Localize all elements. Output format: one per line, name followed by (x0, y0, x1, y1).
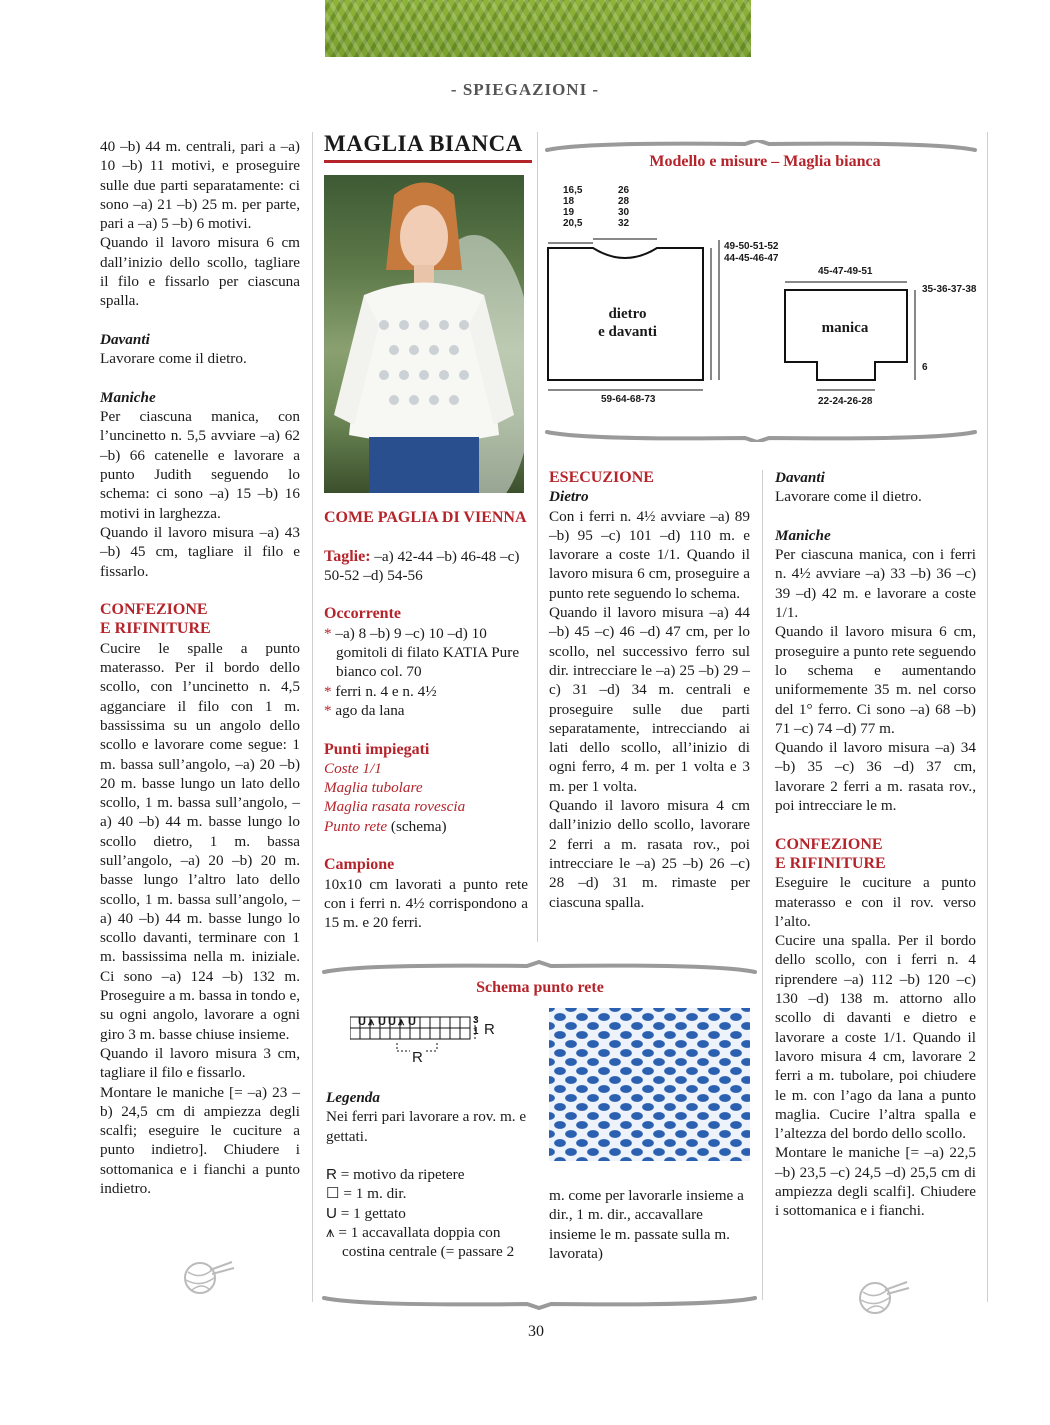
legend-continuation: m. come per lavorarle insieme a dir., 1 m. dir., accavallare insieme le m. passate sulla m. lavorata) (549, 1187, 744, 1262)
chart-symbol: ⩚ (368, 1016, 375, 1028)
spacer (324, 585, 528, 604)
neck-value: 28 (618, 196, 630, 207)
diagram-title: Modello e misure – Maglia bianca (649, 153, 881, 170)
material-item (324, 682, 528, 701)
legend-item (326, 1184, 531, 1203)
column-divider (762, 470, 763, 1300)
paragraph: Per ciascuna manica, con i ferri n. 4½ avviare –a) 33 –b) 36 –c) 39 –d) 42 m. e lavorare a coste 1/1. (775, 546, 976, 622)
spacer (100, 581, 300, 600)
section-heading: CONFEZIONE (775, 835, 883, 853)
paragraph: Quando il lavoro misura 4 cm dall’inizio dello scollo, lavorare 2 ferri a m. rasata rov., poi intrecciare le –a) 25 –b) 26 –c) 28 –d) 31 m. rimaste per ciascuna spalla. (549, 797, 750, 911)
legend-text: = 1 m. dir. (339, 1185, 407, 1203)
chart-symbol: ⩚ (398, 1016, 405, 1028)
subheading: Davanti (775, 469, 825, 486)
stitch-name: Coste 1/1 (324, 759, 382, 777)
row-number: 1 (473, 1026, 479, 1037)
section-heading: ESECUZIONE (549, 469, 654, 486)
section-heading: CONFEZIONE (100, 601, 208, 619)
section-heading: COME PAGLIA DI VIENNA (324, 509, 527, 526)
paragraph: Per ciascuna manica, con l’uncinetto n. 5,5 avviare –a) 62 –b) 66 catenelle e lavorare a punto Judith seguendo lo schema: ci sono –a) 15 –b) 16 motivi in larghezza. (100, 408, 300, 522)
paragraph: Montare le maniche [= –a) 22,5 –b) 23,5 –c) 24,5 –d) 25,5 cm di ampiezza degli scalfi]. Chiudere i sottomanica e i fianchi. (775, 1144, 976, 1220)
legend-title: Legenda (326, 1089, 380, 1106)
chart-symbol: U (388, 1016, 396, 1028)
spacer (775, 507, 976, 526)
sleeve-height-label: 35-36-37-38 (922, 284, 977, 295)
section-heading: E RIFINITURE (100, 620, 211, 638)
material-item (324, 624, 528, 682)
sleeve-bottom-label: 22-24-26-28 (818, 396, 873, 407)
subheading: Maniche (775, 526, 831, 544)
paragraph: 10x10 cm lavorati a punto rete con i ferri n. 4½ corrispondono a 15 m. e 20 ferri. (324, 875, 528, 932)
body-width-label: 59-64-68-73 (601, 394, 656, 405)
spacer (324, 527, 528, 546)
section-heading: Occorrente (324, 605, 401, 623)
neck-value: 18 (563, 196, 575, 207)
repeat-marker-horizontal: R (412, 1049, 423, 1066)
subheading: Maniche (100, 388, 156, 406)
column-divider (312, 132, 313, 1302)
text-column-4 (775, 468, 976, 1221)
text-column-3 (549, 468, 750, 912)
legend-list (326, 1165, 531, 1261)
chart-symbol: U (378, 1016, 386, 1028)
sleeve-top-label: 45-47-49-51 (818, 266, 873, 277)
page-number: 30 (528, 1323, 544, 1340)
material-text: –a) 8 –b) 9 –c) 10 –d) 10 gomitoli di filato KATIA Pure bianco col. 70 (335, 624, 520, 681)
spacer (775, 815, 976, 834)
legend-item (326, 1165, 531, 1184)
repeat-marker-vertical: R (484, 1021, 495, 1038)
material-text: ferri n. 4 e n. 4½ (335, 682, 437, 700)
paragraph: Montare le maniche [= –a) 23 –b) 24,5 cm di ampiezza degli scalfi; eseguire le cuciture a punto indietro]. Chiudere i sottomanica e i fianchi a punto indietro. (100, 1083, 300, 1198)
body-label-line: dietro (608, 306, 647, 322)
cuff-height-label: 6 (922, 362, 928, 373)
neck-value: 32 (618, 218, 630, 229)
info-column (324, 508, 528, 933)
sleeve-piece-label: manica (821, 320, 869, 336)
legend-symbol: ⩚ (326, 1224, 335, 1242)
paragraph: Cucire una spalla. Per il bordo dello scollo, con i ferri n. 4 riprendere –a) 112 –b) 120 –c) 130 –d) 138 m. attorno allo scollo di davanti e dietro e lavorare a coste 1/1. Quando il lavoro misura 4 cm, lavorare 2 ferri a m. tubolare, poi chiudere le m. con l’ago da lana a punto maglia. Cucire l’altra spalla e l’altezza del bordo dello scollo. (775, 932, 976, 1143)
spacer (324, 720, 528, 739)
knit-texture-band (325, 0, 751, 57)
yarn-ball-icon (180, 1258, 235, 1298)
legend-symbol: R (326, 1166, 337, 1184)
body-height-label (724, 241, 778, 265)
chart-row-numbers (473, 1015, 479, 1037)
legend-intro: Nei ferri pari lavorare a rov. m. e gettati. (326, 1108, 527, 1145)
sizes-values: –a) 42-44 –b) 46-48 –c) 50-52 –d) 54-56 (324, 547, 520, 584)
schema-title: Schema punto rete (476, 979, 604, 996)
column-divider (537, 132, 538, 942)
material-text: ago da lana (335, 701, 405, 719)
yarn-ball-icon (855, 1278, 910, 1318)
bullet-asterisk: * (324, 624, 336, 642)
stitch-name (324, 817, 528, 836)
paragraph: 40 –b) 44 m. centrali, pari a –a) 10 –b) 11 motivi, e proseguire sulle due parti separatamente: ci sono –a) 21 –b) 25 m. per parte, pari a –a) 5 –b) 6 motivi. (100, 138, 300, 233)
chart-symbol: U (408, 1016, 416, 1028)
sizes-line (324, 547, 528, 586)
legend-symbol: ☐ (326, 1185, 340, 1203)
stitch-note: (schema) (387, 817, 447, 835)
paragraph: Quando il lavoro misura –a) 44 –b) 45 –c) 46 –d) 47 cm, per lo scollo, nel successivo ferro sul dir. intrecciare le –a) 25 –b) 29 –c) 31 –d) 34 m. centrali e proseguire sulle due parti separatamente, intrecciando ai lati dello scollo, all’inizio di ogni ferro, 4 m. per 1 volta e 3 m. per 1 volta. (549, 604, 750, 795)
legend-text: = 1 gettato (336, 1204, 406, 1222)
text-column-1 (100, 137, 300, 1198)
model-photo-illustration (324, 175, 524, 493)
neck-value: 20,5 (563, 218, 583, 229)
column-divider (987, 132, 988, 1302)
section-heading: Campione (324, 856, 395, 874)
spacer (324, 836, 528, 855)
neck-value: 16,5 (563, 185, 583, 196)
body-height-value: 49-50-51-52 (724, 241, 779, 252)
paragraph: Lavorare come il dietro. (100, 350, 247, 368)
paragraph: Cucire le spalle a punto materasso. Per il bordo dello scollo, con l’uncinetto n. 4,5 agganciare il filo con 1 m. bassissima su un angolo dello scollo e lavorare come segue: 1 m. bassa sull’angolo, –a) 20 –b) 20 m. basse lungo un lato dello scollo, 1 m. bassa sull’angolo, –a) 40 –b) 44 m. basse lungo lo scollo dietro, 1 m. bassa sull’angolo, –a) 20 –b) 20 m. basse lungo l’altro lato dello scollo, 1 m. bassa sull’angolo, –a) 40 –b) 44 m. basse lungo lo scollo davanti, terminare con 1 m. bassissima nella m. iniziale. Ci sono –a) 124 –b) 132 m. Proseguire a m. bassa in tondo e, su ogni angolo, lavorare a ogni giro 3 m. basse chiuse insieme. (100, 639, 300, 1043)
neck-value: 26 (618, 185, 630, 196)
paragraph: Eseguire le cuciture a punto materasso e con il rov. verso l’alto. (775, 874, 976, 930)
paragraph: Quando il lavoro misura –a) 34 –b) 35 –c) 36 –d) 37 cm, lavorare 2 ferri a m. rasata rov., poi intrecciare le m. (775, 739, 976, 815)
paragraph: Con i ferri n. 4½ avviare –a) 89 –b) 95 –c) 101 –d) 110 m. e lavorare a coste 1/1. Quando il lavoro misura 6 cm, proseguire a punto rete seguendo lo schema. (549, 507, 750, 602)
subheading: Davanti (100, 330, 150, 348)
neck-width-label (563, 185, 582, 229)
legend-text: = motivo da ripetere (336, 1166, 465, 1184)
section-header: - SPIEGAZIONI - (450, 80, 600, 99)
legend-item (326, 1223, 531, 1262)
legend-block (326, 1088, 531, 1262)
legend-text: = 1 accavallata doppia con costina centrale (= passare 2 (334, 1224, 515, 1261)
spacer (100, 311, 300, 330)
stitch-swatch-photo (549, 1008, 750, 1161)
pattern-title: MAGLIA BIANCA (324, 131, 532, 163)
model-photo (324, 175, 524, 493)
paragraph: Lavorare come il dietro. (775, 488, 922, 506)
row-number: 3 (473, 1015, 479, 1026)
sizes-label: Taglie: (324, 547, 371, 565)
section-heading: E RIFINITURE (775, 854, 886, 872)
stitch-name-text: Punto rete (324, 817, 388, 835)
neck-value: 30 (618, 207, 630, 218)
bullet-asterisk: * (324, 701, 336, 719)
material-item (324, 701, 528, 720)
chart-symbol: U (358, 1016, 366, 1028)
paragraph: Quando il lavoro misura 3 cm, tagliare il filo e fissarlo. (100, 1044, 300, 1082)
neck-value: 19 (563, 207, 575, 218)
legend-symbol: U (326, 1204, 337, 1222)
paragraph: Quando il lavoro misura 6 cm dall’inizio dello scollo, tagliare il filo e fissarlo per ciascuna spalla. (100, 234, 300, 310)
body-label-line: e davanti (598, 324, 657, 340)
body-height-value: 44-45-46-47 (724, 253, 779, 264)
section-heading: Punti impiegati (324, 740, 430, 758)
spacer (100, 369, 300, 388)
subheading: Dietro (549, 488, 589, 506)
stitch-name: Maglia rasata rovescia (324, 798, 466, 816)
legend-item (326, 1204, 531, 1223)
body-piece-label (575, 305, 680, 341)
paragraph: Quando il lavoro misura 6 cm, proseguire a punto rete seguendo lo schema e aumentando uniformemente 35 m. nel corso del 1° ferro. Ci sono –a) 68 –b) 71 –c) 74 –d) 77 m. (775, 623, 976, 737)
spacer (326, 1146, 531, 1165)
stitch-name: Maglia tubolare (324, 779, 423, 797)
paragraph: Quando il lavoro misura –a) 43 –b) 45 cm, tagliare il filo e fissarlo. (100, 523, 300, 580)
bullet-asterisk: * (324, 682, 336, 700)
neck-width-label (618, 185, 629, 229)
